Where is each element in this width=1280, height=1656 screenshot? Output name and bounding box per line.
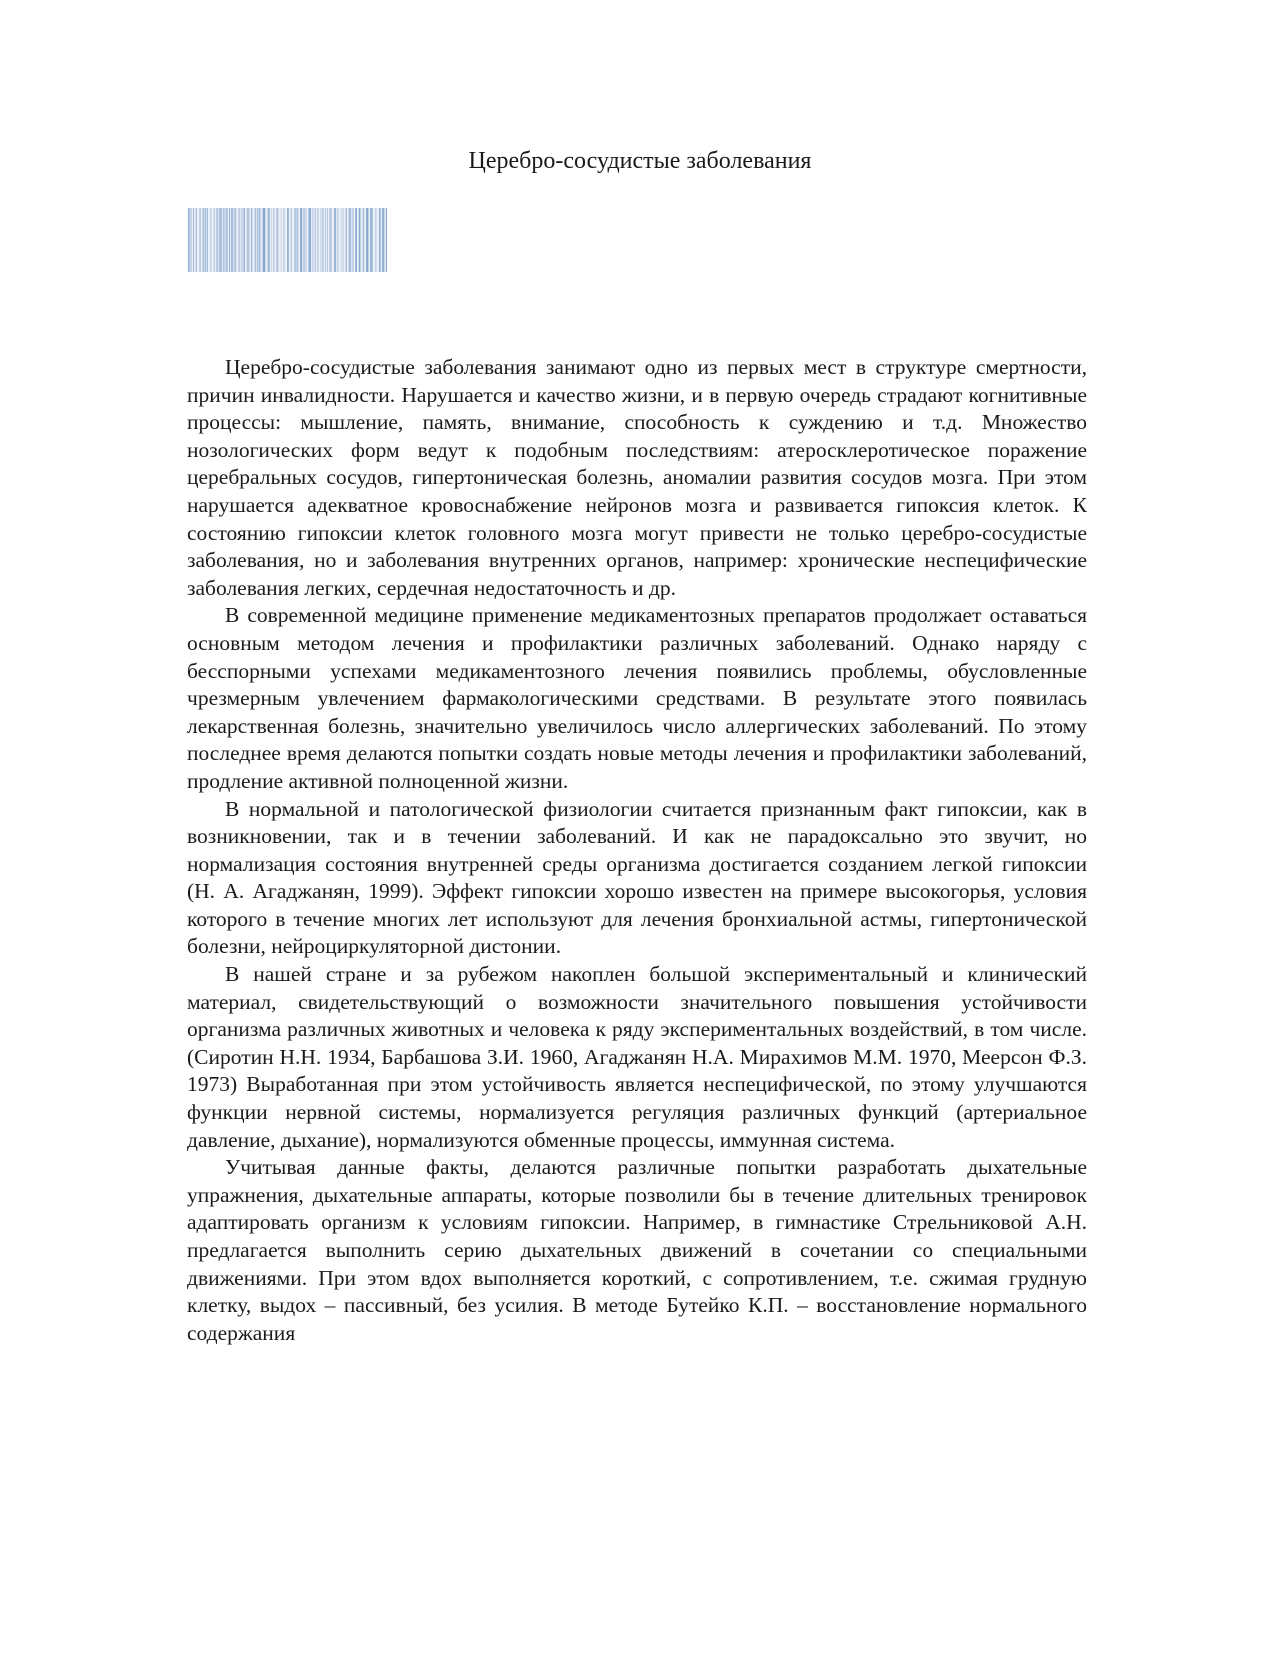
barcode-stripe	[370, 208, 373, 272]
barcode-stripe	[276, 208, 278, 272]
barcode-stripe	[257, 208, 258, 272]
barcode-stripe	[382, 208, 384, 272]
barcode-stripe	[345, 208, 347, 272]
barcode-stripe	[241, 208, 243, 272]
barcode-stripe	[306, 208, 307, 272]
barcode-stripe	[273, 208, 274, 272]
barcode-stripe	[317, 208, 318, 272]
barcode-stripe	[271, 208, 272, 272]
barcode-stripe	[353, 208, 354, 272]
barcode-stripe	[223, 208, 225, 272]
barcode-stripe	[300, 208, 302, 272]
paragraph: Учитывая данные факты, делаются различные попытки разработать дыхательные упражнения, дыхательные аппараты, которые позволили бы в течение длительных тренировок адаптировать организм к условиям гипоксии. Например, в гимнастике Стрельниковой А.Н. предлагается выполнить серию дыхательных движений в сочетании со специальными движениями. При этом вдох выполняется короткий, с сопротивлением, т.е. сжимая грудную клетку, выдох – пассивный, без усилия. В методе Бутейко К.П. – восстановление нормального содержания	[187, 1155, 1087, 1345]
barcode-stripe	[193, 208, 194, 272]
barcode-stripe	[312, 208, 314, 272]
barcode-stripe	[363, 208, 365, 272]
barcode-stripe	[321, 208, 322, 272]
barcode-stripe	[243, 208, 245, 272]
barcode-stripe	[205, 208, 207, 272]
barcode-stripe	[281, 208, 282, 272]
barcode-stripe	[238, 208, 240, 272]
barcode-stripe	[294, 208, 297, 272]
barcode-image	[187, 208, 387, 272]
barcode-stripe	[259, 208, 260, 272]
barcode-stripe	[375, 208, 377, 272]
barcode-stripe	[349, 208, 352, 272]
paragraph: В современной медицине применение медикаментозных препаратов продолжает оставаться основным методом лечения и профилактики различных заболеваний. Однако наряду с бесспорными успехами медикаментозного лечения появились проблемы, обусловленные чрезмерным увлечением фармакологическими средствами. В результате этого появилась лекарственная болезнь, значительно увеличилось число аллергических заболеваний. По этому последнее время делаются попытки создать новые методы лечения и профилактики заболеваний, продление активной полноценной жизни.	[187, 603, 1087, 793]
barcode-stripe	[303, 208, 305, 272]
barcode-stripe	[287, 208, 289, 272]
barcode-stripe	[210, 208, 211, 272]
document-title: Церебро-сосудистые заболевания	[468, 148, 812, 174]
barcode-stripe	[297, 208, 298, 272]
barcode-stripe	[325, 208, 326, 272]
barcode-stripe	[327, 208, 328, 272]
barcode-stripe	[359, 208, 361, 272]
barcode-stripe	[188, 208, 190, 272]
barcode-stripe	[379, 208, 381, 272]
barcode-stripe	[366, 208, 368, 272]
barcode-stripe	[290, 208, 292, 272]
barcode-stripe	[207, 208, 208, 272]
barcode-stripe	[355, 208, 357, 272]
barcode-stripe	[214, 208, 215, 272]
barcode-stripe	[229, 208, 230, 272]
barcode-stripe	[268, 208, 270, 272]
barcode-stripe	[219, 208, 222, 272]
barcode-stripe	[216, 208, 218, 272]
barcode-stripe	[314, 208, 316, 272]
barcode-stripe	[329, 208, 331, 272]
paragraph: В нашей стране и за рубежом накоплен большой экспериментальный и клинический материал, свидетельствующий о возможности значительного повышения устойчивости организма различных животных и человека к ряду экспериментальных воздействий, в том числе. (Сиротин Н.Н. 1934, Барбашова З.И. 1960, Агаджанян Н.А. Мирахимов М.М. 1970, Меерсон Ф.З. 1973) Выработанная при этом устойчивость является неспецифической, по этому улучшаются функции нервной системы, нормализуется регуляция различных функций (артериальное давление, дыхание), нормализуются обменные процессы, иммунная система.	[187, 962, 1087, 1152]
barcode-stripe	[283, 208, 285, 272]
barcode-stripe	[199, 208, 201, 272]
barcode-stripe	[322, 208, 324, 272]
paragraph: В нормальной и патологической физиологии считается признанным факт гипоксии, как в возникновении, так и в течении заболеваний. И как не парадоксально это звучит, но нормализация состояния внутренней среды организма достигается созданием легкой гипоксии (Н. А. Агаджанян, 1999). Эффект гипоксии хорошо известен на примере высокогорья, условия которого в течение многих лет используют для лечения бронхиальной астмы, гипертонической болезни, нейроциркуляторной дистонии.	[187, 796, 1087, 959]
barcode-stripe	[234, 208, 236, 272]
barcode-stripe	[255, 208, 257, 272]
barcode-stripe	[309, 208, 311, 272]
barcode-stripe	[203, 208, 204, 272]
barcode-stripe	[196, 208, 198, 272]
barcode-stripe	[247, 208, 250, 272]
barcode-stripe	[251, 208, 253, 272]
barcode-stripe	[343, 208, 344, 272]
barcode-stripe	[334, 208, 336, 272]
barcode-stripe	[337, 208, 338, 272]
barcode-stripe	[263, 208, 266, 272]
document-body	[187, 354, 1087, 1347]
barcode-stripe	[226, 208, 228, 272]
barcode-stripe	[341, 208, 342, 272]
paragraph: Церебро-сосудистые заболевания занимают одно из первых мест в структуре смертности, причин инвалидности. Нарушается и качество жизни, и в первую очередь страдают когнитивные процессы: мышление, память, внимание, способность к суждению и т.д. Множество нозологических форм ведут к подобным последствиям: атеросклеротическое поражение церебральных сосудов, гипертоническая болезнь, аномалии развития сосудов мозга. При этом нарушается адекватное кровоснабжение нейронов мозга и развивается гипоксия клеток. К состоянию гипоксии клеток головного мозга могут привести не только церебро-сосудистые заболевания, но и заболевания внутренних органов, например: хронические неспецифические заболевания легких, сердечная недостаточность и др.	[187, 355, 1087, 600]
barcode-stripe	[386, 208, 387, 272]
barcode-stripe	[231, 208, 234, 272]
barcode-stripe	[190, 208, 191, 272]
